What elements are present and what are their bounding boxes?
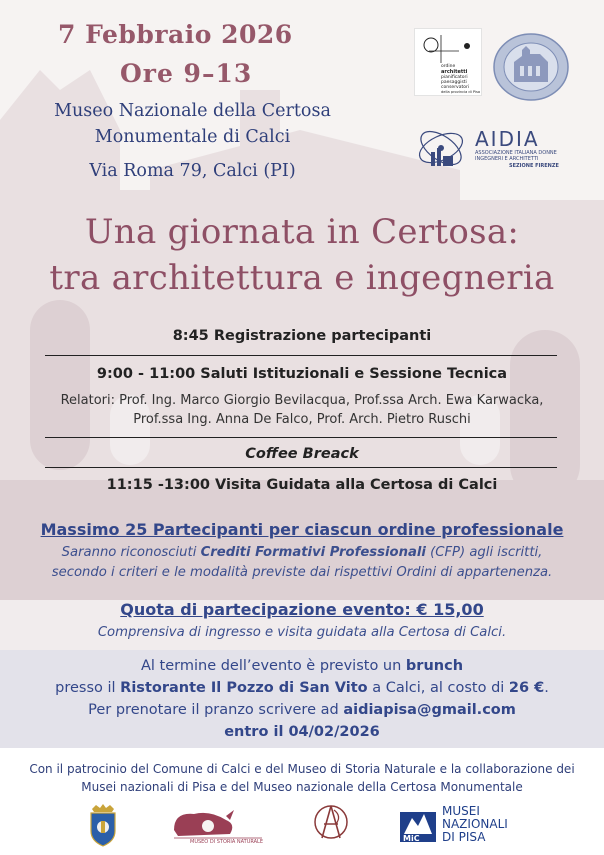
architects-logo-text-3: pianificatori: [441, 75, 468, 80]
event-time: Ore 9–13: [120, 59, 253, 88]
university-seal-logo: [492, 32, 570, 102]
brunch-line1: [0, 658, 604, 674]
brunch-text-2a: presso il: [55, 680, 121, 696]
program-speakers-line1: Relatori: Prof. Ing. Marco Giorgio Bevilacqua, Prof.ssa Arch. Ewa Karwacka,: [60, 393, 544, 408]
architects-order-logo: [414, 28, 482, 96]
architects-logo-text-6: della provincia di Pisa: [441, 90, 481, 94]
brunch-text-2e: .: [544, 680, 549, 696]
event-title-line2: tra architettura e ingegneria: [49, 258, 555, 298]
patronage-line1: Con il patrocinio del Comune di Calci e del Museo di Storia Naturale e la collaborazione dei: [29, 762, 575, 776]
program-coffee-break: Coffee Breack: [245, 446, 359, 462]
patronage-line2: Musei nazionali di Pisa e del Museo nazionale della Certosa Monumentale: [81, 780, 523, 794]
mic-label: MiC: [403, 834, 420, 843]
musei-line1: MUSEI: [442, 804, 480, 818]
musei-nazionali-pisa-logo: [400, 804, 530, 844]
aidia-sub-3: SEZIONE FIRENZE: [509, 163, 559, 169]
fee-heading: Quota di partecipazione evento: € 15,00: [120, 600, 484, 619]
brunch-text-2c: a Calci, al costo di: [367, 680, 509, 696]
credits-line2: secondo i criteri e le modalità previste dai rispettivi Ordini di appartenenza.: [51, 565, 553, 580]
venue-name-line1: Museo Nazionale della Certosa: [54, 101, 331, 121]
brunch-price: 26 €: [508, 680, 545, 696]
aidia-sub-2: INGEGNERI E ARCHITETTI: [475, 156, 539, 162]
calci-coat-of-arms-logo: [86, 803, 120, 847]
natural-history-museum-logo: [170, 806, 266, 844]
credits-text-b: Crediti Formativi Professionali: [200, 545, 426, 560]
event-date: 7 Febbraio 2026: [58, 20, 293, 49]
event-title-line1: Una giornata in Certosa:: [84, 212, 520, 252]
architects-logo-text-5: conservatori: [441, 85, 470, 90]
brunch-line2: [0, 680, 604, 696]
musei-line2: NAZIONALI: [442, 817, 508, 831]
architects-logo-text-2: architetti: [441, 69, 468, 75]
museum-logo-label: MUSEO DI STORIA NATURALE: [190, 839, 263, 844]
credits-text-a: Saranno riconosciuti: [61, 545, 201, 560]
program-guided-visit: 11:15 -13:00 Visita Guidata alla Certosa di Calci: [106, 477, 498, 493]
aidia-sub-1: ASSOCIAZIONE ITALIANA DONNE: [475, 150, 557, 156]
restaurant-name: Ristorante Il Pozzo di San Vito: [120, 680, 368, 696]
aidia-logo: [417, 122, 567, 174]
divider: [45, 437, 557, 438]
fee-note: Comprensiva di ingresso e visita guidata alla Certosa di Calci.: [97, 625, 507, 640]
program-session: 9:00 - 11:00 Saluti Istituzionali e Sessione Tecnica: [96, 366, 508, 382]
booking-deadline: entro il 04/02/2026: [224, 724, 380, 740]
divider: [45, 467, 557, 468]
booking-email-link[interactable]: aidiapisa@gmail.com: [343, 702, 516, 718]
aidia-name: AIDIA: [475, 127, 540, 151]
brunch-line3: [0, 702, 604, 718]
architects-logo-text-4: paesaggisti: [441, 80, 467, 85]
program-registration: 8:45 Registrazione partecipanti: [172, 328, 432, 344]
certosa-logo: [312, 802, 350, 846]
venue-address: Via Roma 79, Calci (PI): [89, 161, 296, 181]
max-participants-heading: Massimo 25 Partecipanti per ciascun ordine professionale: [40, 520, 564, 539]
brunch-text-1a: Al termine dell’evento è previsto un: [140, 658, 406, 674]
credits-text-c: (CFP) agli iscritti,: [425, 545, 543, 560]
architects-logo-text-1: ordine: [441, 64, 456, 69]
program-speakers-line2: Prof.ssa Ing. Anna De Falco, Prof. Arch. Pietro Ruschi: [133, 412, 471, 427]
brunch-text-3a: Per prenotare il pranzo scrivere ad: [88, 702, 344, 718]
venue-name-line2: Monumentale di Calci: [94, 127, 291, 147]
musei-line3: DI PISA: [442, 830, 486, 844]
credits-line1: [0, 545, 604, 560]
brunch-text-1b: brunch: [405, 658, 464, 674]
divider: [45, 355, 557, 356]
